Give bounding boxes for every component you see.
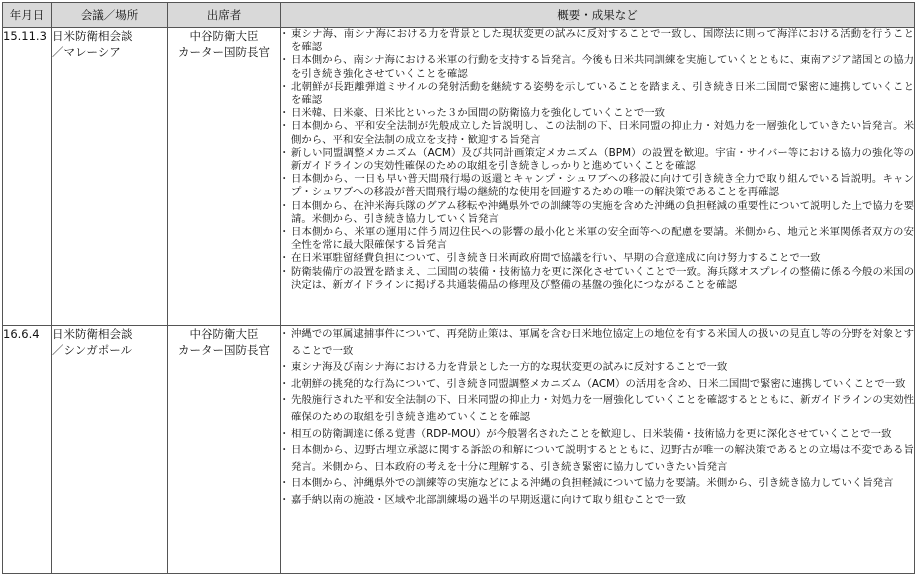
list-item: ・ 相互の防衛調達に係る覚書（RDP-MOU）が今般署名されたことを歓迎し、日米装備・技術協力を更に深化させていくことで一致 xyxy=(281,426,914,443)
attendee-japan: 中谷防衛大臣 xyxy=(189,327,259,341)
list-item: ・ 北朝鮮が長距離弾道ミサイルの発射活動を継続する姿勢を示していることを踏まえ、引き続き日米二国間で緊密に連携していくことを確認 xyxy=(281,81,914,107)
meeting-location: ／マレーシア xyxy=(52,45,121,59)
list-item: ・ 嘉手納以南の施設・区域や北部訓練場の過半の早期返還に向けて取り組むことで一致 xyxy=(281,492,914,509)
meeting-name: 日米防衛相会談 xyxy=(52,327,133,341)
meeting-name: 日米防衛相会談 xyxy=(52,29,133,43)
attendees-cell xyxy=(168,28,281,326)
list-item: ・ 東シナ海及び南シナ海における力を背景とした一方的な現状変更の試みに反対することで一致 xyxy=(281,359,914,376)
meeting-date: 15.11.3 xyxy=(3,29,47,43)
attendees-cell xyxy=(168,326,281,574)
summary-cell xyxy=(281,326,915,574)
list-item: ・ 日本側から、平和安全法制が先般成立した旨説明し、この法制の下、日米同盟の抑止力・対処力を一層強化していきたい旨発言。米側から、平和安全法制の成立を支持・歓迎する旨発言 xyxy=(281,120,914,146)
table-row xyxy=(3,326,915,574)
list-item: ・ 先般施行された平和安全法制の下、日米同盟の抑止力・対処力を一層強化していくことを確認するとともに、新ガイドラインの実効性確保のための取組を引き続き進めていくことを確認 xyxy=(281,392,914,425)
summary-list xyxy=(281,28,914,292)
table-row xyxy=(3,28,915,326)
header-row xyxy=(3,3,915,28)
list-item: ・ 防衛装備庁の設置を踏まえ、二国間の装備・技術協力を更に深化させていくことで一致。海兵隊オスプレイの整備に係る今般の米国の決定は、新ガイドラインに掲げる共通装備品の修理及び整備の基盤の強化につながることを確認 xyxy=(281,266,914,292)
list-item: ・ 日本側から、南シナ海における米軍の行動を支持する旨発言。今後も日米共同訓練を実施していくとともに、東南アジア諸国との協力を引き続き強化させていくことを確認 xyxy=(281,54,914,80)
date-cell xyxy=(3,326,52,574)
meeting-location: ／シンガポール xyxy=(52,343,132,357)
summary-cell xyxy=(281,28,915,326)
list-item: ・ 日本側から、米軍の運用に伴う周辺住民への影響の最小化と米軍の安全面等への配慮を要請。米側から、地元と米軍関係者双方の安全性を常に最大限確保する旨発言 xyxy=(281,226,914,252)
attendee-us: カーター国防長官 xyxy=(178,343,270,357)
venue-cell xyxy=(52,326,168,574)
summary-list xyxy=(281,326,914,509)
list-item: ・ 日本側から、辺野古埋立承認に関する訴訟の和解について説明するとともに、辺野古が唯一の解決策であるとの立場は不変である旨発言。米側から、日本政府の考えを十分に理解する、引き続き緊密に協力していきたい旨発言 xyxy=(281,442,914,475)
list-item: ・ 沖縄での軍属逮捕事件について、再発防止策は、軍属を含む日米地位協定上の地位を有する米国人の扱いの見直し等の分野を対象とすることで一致 xyxy=(281,326,914,359)
meeting-date: 16.6.4 xyxy=(3,327,40,341)
list-item: ・ 日本側から、沖縄県外での訓練等の実施などによる沖縄の負担軽減について協力を要請。米側から、引き続き協力していく旨発言 xyxy=(281,475,914,492)
list-item: ・ 日本側から、在沖米海兵隊のグアム移転や沖縄県外での訓練等の実施を含めた沖縄の負担軽減の重要性について説明した上で協力を要請。米側から、引き続き協力していく旨発言 xyxy=(281,200,914,226)
attendee-us: カーター国防長官 xyxy=(178,45,270,59)
date-cell xyxy=(3,28,52,326)
list-item: ・ 在日米軍駐留経費負担について、引き続き日米両政府間で協議を行い、早期の合意達成に向け努力することで一致 xyxy=(281,252,914,265)
list-item: ・ 新しい同盟調整メカニズム（ACM）及び共同計画策定メカニズム（BPM）の設置を歓迎。宇宙・サイバー等における協力の強化等の新ガイドラインの実効性確保のための取組を引き続きしっかりと進めていくことを確認 xyxy=(281,147,914,173)
header-summary: 概要・成果など xyxy=(281,3,915,28)
attendee-japan: 中谷防衛大臣 xyxy=(189,29,259,43)
list-item: ・ 北朝鮮の挑発的な行為について、引き続き同盟調整メカニズム（ACM）の活用を含め、日米二国間で緊密に連携していくことで一致 xyxy=(281,376,914,393)
header-attendees: 出席者 xyxy=(168,3,281,28)
venue-cell xyxy=(52,28,168,326)
header-date: 年月日 xyxy=(3,3,52,28)
list-item: ・ 日米韓、日米豪、日米比といった３か国間の防衛協力を強化していくことで一致 xyxy=(281,107,914,120)
list-item: ・ 東シナ海、南シナ海における力を背景とした現状変更の試みに反対することで一致し、国際法に則って海洋における活動を行うことを確認 xyxy=(281,28,914,54)
meeting-record-table xyxy=(2,2,915,574)
header-venue: 会議／場所 xyxy=(52,3,168,28)
list-item: ・ 日本側から、一日も早い普天間飛行場の返還とキャンプ・シュワブへの移設に向けて引き続き全力で取り組んでいる旨説明。キャンプ・シュワブへの移設が普天間飛行場の継続的な使用を回避するための唯一の解決策であることを再確認 xyxy=(281,173,914,199)
